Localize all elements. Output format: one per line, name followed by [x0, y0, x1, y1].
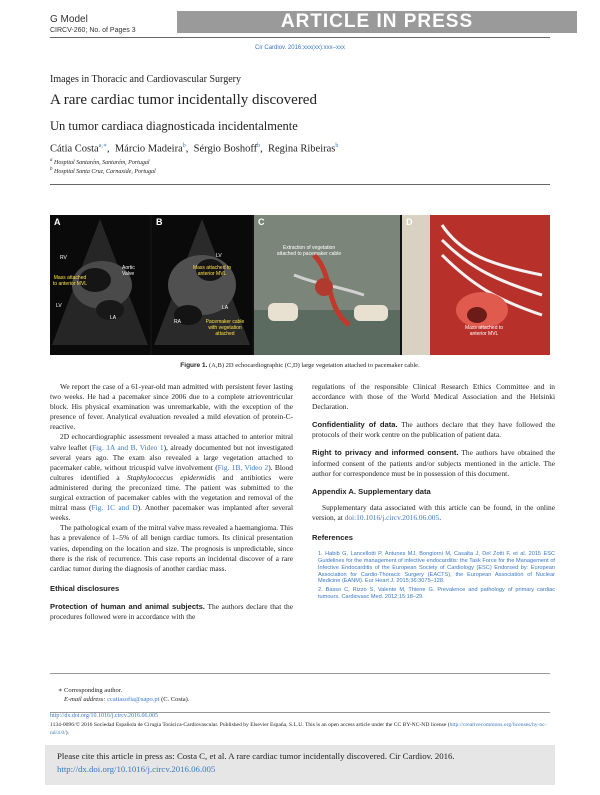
surgery-photo-c — [254, 215, 400, 355]
annotation-rv-a: RV — [60, 255, 67, 261]
author: Cátia Costa — [50, 143, 99, 155]
corresponding-author-note: ∗ Corresponding author. — [58, 687, 123, 694]
article-title: A rare cardiac tumor incidentally discovered — [50, 92, 317, 108]
figure-1 — [50, 215, 550, 355]
annotation-mass-a: Mass attached to anterior MVL — [52, 275, 88, 287]
paragraph-confidentiality: Confidentiality of data. The authors declare that they have followed the protocols of their work centre on the publication of patient data. — [312, 420, 555, 440]
citation-text: Please cite this article in press as: Costa C, et al. A rare cardiac tumor incidentally discovered. Cir Cardiov. 2016. http://dx.doi.org/10.1016/j.circv.2016.06.005 — [57, 751, 455, 774]
reference-1[interactable]: 1. Habib G, Lancellotti P, Antunes MJ, Bongiorni M, Casalta J, Del Zotti F, et al. 2015 ESC Guidelines for the management of infective endocarditis: the Task Force for the Management of Infective Endocarditis of the European Society of Cardiology (ESC) Endorsed by: European Association for Cardio-Thoracic Surgery (EACTS), the European Association of Nuclear Medicine (EANM). Eur Heart J. 2015;36:3075–128. — [318, 551, 555, 585]
figure-panel-b — [152, 215, 252, 355]
article-subtitle: Un tumor cardiaca diagnosticada incidentalmente — [50, 119, 298, 133]
author: Regina Ribeiras — [268, 143, 336, 155]
g-model-label: G Model — [50, 14, 88, 25]
paragraph-privacy: Right to privacy and informed consent. The authors have obtained the informed consent of the patients and/or subjects mentioned in the article. The author for correspondence must be in possession of this document. — [312, 448, 555, 478]
email-note: E-mail address: ccatiasofia@sapo.pt (C. Costa). — [64, 696, 190, 703]
heading-appendix: Appendix A. Supplementary data — [312, 486, 431, 496]
annotation-mass-d: Mass attached to anterior MVL — [464, 325, 504, 337]
annotation-mass-b: Mass attached to anterior MVL — [192, 265, 232, 277]
paragraph-protection: Protection of human and animal subjects. The authors declare that the procedures followed were in accordance with the — [50, 601, 293, 621]
author: Sérgio Boshoff — [193, 143, 258, 155]
paragraph-3: The pathological exam of the mitral valve mass revealed a haemangioma. This has a prevalence of 1–5% of all benign cardiac tumors. Its clinical presentation varies, depending on the location and size. The prognosis is unpredictable, since there is the risk of recurrence. This case reports an incidental discover of a rare cardiac tumor during the diagnosis of another cardiac mass. — [50, 523, 293, 573]
left-column — [50, 382, 293, 622]
paragraph-2: 2D echocardiographic assessment revealed a mass attached to anterior mitral valve leaflet (Fig. 1A and B, Video 1), already documented but not investigated several years ago. The exam also revealed a large vegetation attached to pacemaker cable, without tricuspid valve involvement (Fig. 1B, Video 2). Blood cultures identified a Staphylococcus epidermidis and antibiotics were administered during the preconized time. The patient was submitted to the surgical extraction of pacemaker cables with the vegetation and removal of the mitral mass (Fig. 1C and D). Another pacemaker was implanted after several weeks. — [50, 432, 294, 523]
paragraph-1: We report the case of a 61-year-old man admitted with persistent fever lasting two weeks. He had a pacemaker since 2006 due to a complete atrioventricular block. His physical examination was unremarkable, with the exception of the presence of fever. Analytical evaluation revealed a mild elevation of protein-C-reactive. — [50, 382, 293, 432]
author-list: Cátia Costa$^{a,∗}$, Márcio Madeira$^b$, Sérgio Boshoff$^b$, Regina Ribeiras$^b$ — [50, 143, 339, 155]
paragraph-appendix: Supplementary data associated with this article can be found, in the online version, at doi:10.1016/j.circv.2016.06.005. — [312, 502, 555, 522]
panel-label-b: B — [156, 217, 163, 227]
annotation-lv-b: LV — [216, 253, 222, 259]
figure-link[interactable]: Fig. 1B, Video 2 — [217, 462, 269, 472]
heading-references: References — [312, 533, 353, 543]
paragraph-continuation: regulations of the responsible Clinical Research Ethics Committee and in accordance with those of the World Medical Association and the Helsinki Declaration. — [312, 382, 555, 412]
panel-label-c: C — [258, 217, 265, 227]
panel-label-a: A — [54, 217, 61, 227]
doi-link[interactable]: http://dx.doi.org/10.1016/j.circv.2016.06.005 — [50, 713, 158, 719]
article-code: CIRCV-260; No. of Pages 3 — [50, 27, 136, 34]
annotation-aortic: Aortic Valve — [122, 265, 135, 277]
right-column — [312, 382, 555, 601]
annotation-la-a: LA — [110, 315, 117, 321]
footnote-rule — [50, 673, 550, 674]
license-note: 1134-0096/© 2016 Sociedad Española de Cirugía Torácica-Cardiovascular. Published by Elsevier España, S.L.U. This is an open access article under the CC BY-NC-ND license (http://creativecommons.org/licenses/by-nc-nd/4.0/). — [50, 722, 547, 736]
journal-line[interactable]: Cir Cardiov. 2016;xxx(xx):xxx–xxx — [255, 45, 345, 51]
email-link[interactable]: ccatiasofia@sapo.pt — [107, 696, 160, 703]
annotation-lv-a: LV — [56, 303, 62, 309]
panel-label-d: D — [406, 217, 413, 227]
annotation-la-b: LA — [222, 305, 229, 311]
annotation-extraction: Extraction of vegetation attached to pacemaker cable — [276, 245, 342, 257]
supplementary-doi-link[interactable]: doi:10.1016/j.circv.2016.06.005 — [344, 512, 440, 522]
article-section: Images in Thoracic and Cardiovascular Surgery — [50, 74, 241, 85]
figure-panel-d — [402, 215, 550, 355]
figure-link[interactable]: Fig. 1C and D — [91, 503, 138, 513]
figure-caption: Figure 1. (A,B) 2D echocardiographic (C,D) large vegetation attached to pacemaker cable. — [180, 362, 420, 369]
citation-doi-link[interactable]: http://dx.doi.org/10.1016/j.circv.2016.06.005 — [57, 764, 216, 774]
annotation-ra-b: RA — [174, 319, 181, 325]
affiliation-a: $^a$ Hospital Santarém, Santarém, Portugal — [50, 158, 150, 166]
affiliation-b: $^b$ Hospital Santa Cruz, Carnaxide, Portugal — [50, 167, 156, 175]
header-rule — [50, 37, 550, 38]
figure-panel-c — [254, 215, 400, 355]
title-rule — [50, 184, 550, 185]
figure-link[interactable]: Fig. 1A and B, Video 1 — [91, 442, 164, 452]
license-link[interactable]: http://creativecommons.org/licenses/by-nc-nd/4.0/ — [50, 722, 547, 736]
annotation-cable-b: Pacemaker cable with vegetation attached — [205, 319, 245, 337]
figure-panel-a — [50, 215, 150, 355]
article-in-press-banner: ARTICLE IN PRESS — [177, 11, 577, 33]
heading-ethics: Ethical disclosures — [50, 583, 120, 593]
author: Márcio Madeira — [114, 143, 183, 155]
reference-2[interactable]: 2. Basso C, Rizzo S, Valente M, Thiene G. Prevalence and pathology of primary cardiac tumours. Cardiovasc Med. 2012;15:18–29. — [318, 587, 555, 600]
